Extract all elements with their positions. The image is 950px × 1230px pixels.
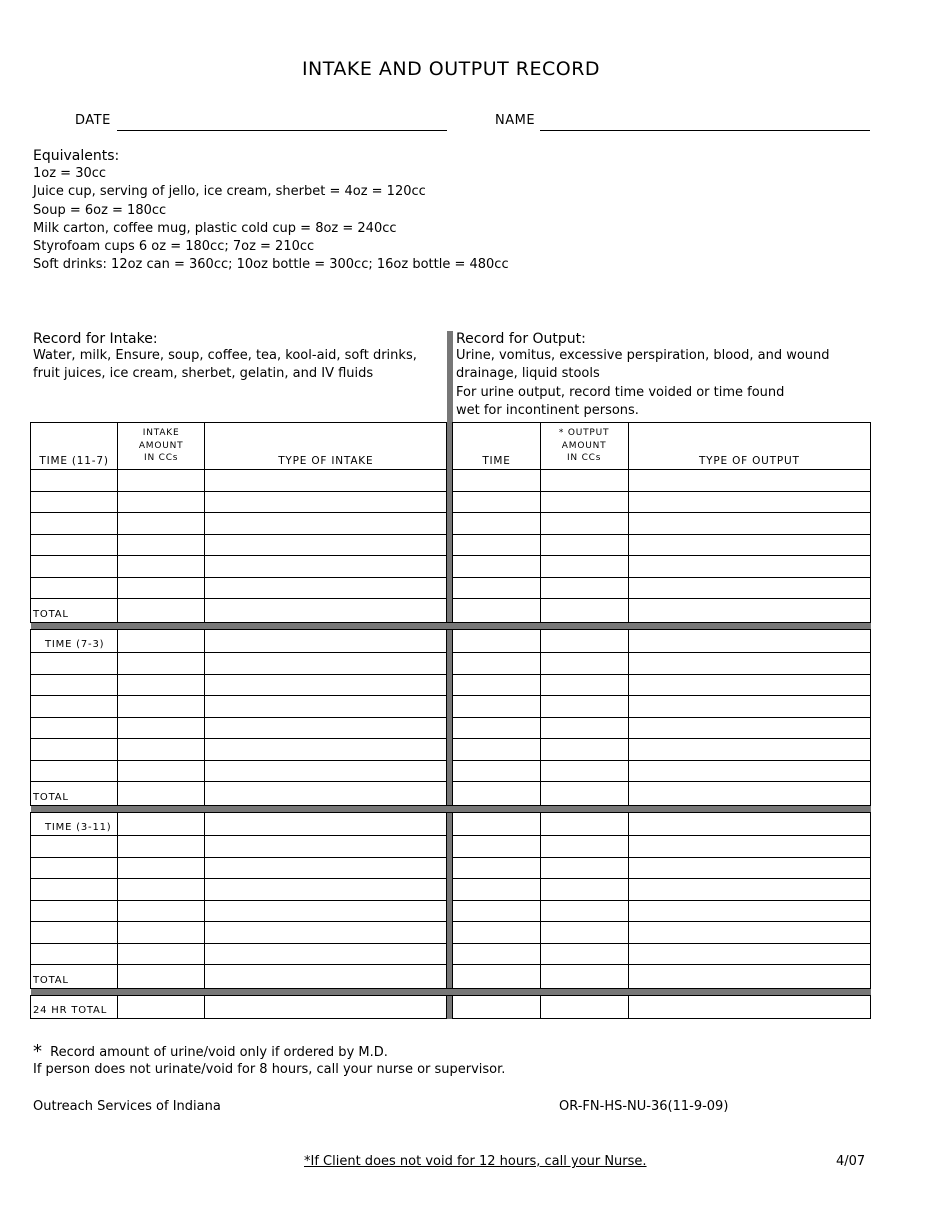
table-cell[interactable]	[205, 995, 447, 1019]
intake-info	[33, 331, 443, 384]
table-cell[interactable]	[118, 900, 205, 922]
table-cell[interactable]	[205, 760, 447, 782]
header-type-of-intake: TYPE OF INTAKE	[205, 423, 447, 470]
table-cell[interactable]	[118, 674, 205, 696]
table-cell[interactable]	[31, 857, 118, 879]
name-field[interactable]	[540, 116, 870, 131]
table-cell[interactable]	[205, 900, 447, 922]
table-cell[interactable]	[453, 556, 540, 578]
table-cell[interactable]	[453, 599, 540, 623]
table-cell[interactable]	[118, 943, 205, 965]
table-cell[interactable]	[118, 995, 205, 1019]
table-row	[31, 513, 871, 535]
table-cell[interactable]	[628, 674, 870, 696]
row-label: TIME (7-3)	[31, 629, 118, 653]
table-cell[interactable]	[118, 857, 205, 879]
table-cell[interactable]	[628, 943, 870, 965]
intake-text: Water, milk, Ensure, soup, coffee, tea, kool-aid, soft drinks,	[33, 348, 417, 363]
table-row	[31, 534, 871, 556]
table-cell[interactable]	[628, 782, 870, 806]
header-time: TIME (11-7)	[31, 423, 118, 470]
intake-text: fruit juices, ice cream, sherbet, gelatin, and IV fluids	[33, 366, 374, 382]
table-cell[interactable]	[540, 739, 628, 761]
table-cell[interactable]	[205, 653, 447, 675]
client-void-note: *If Client does not void for 12 hours, call your Nurse.	[304, 1154, 647, 1169]
table-cell[interactable]	[540, 653, 628, 675]
table-cell[interactable]	[628, 812, 870, 836]
table-cell[interactable]	[31, 836, 118, 858]
table-cell[interactable]	[118, 513, 205, 535]
table-cell[interactable]	[205, 577, 447, 599]
table-cell[interactable]	[453, 857, 540, 879]
table-cell[interactable]	[118, 879, 205, 901]
table-cell[interactable]	[453, 674, 540, 696]
note-line: Record amount of urine/void only if ordered by M.D.	[50, 1045, 388, 1060]
equivalent-line: 1oz = 30cc	[33, 166, 107, 181]
section-start-row	[31, 812, 871, 836]
table-row	[31, 857, 871, 879]
table-cell[interactable]	[205, 943, 447, 965]
table-cell[interactable]	[205, 556, 447, 578]
date-field[interactable]	[117, 116, 447, 131]
table-row	[31, 577, 871, 599]
table-cell[interactable]	[31, 922, 118, 944]
row-label: TOTAL	[31, 599, 118, 623]
table-cell[interactable]	[205, 534, 447, 556]
table-cell[interactable]	[31, 556, 118, 578]
table-cell[interactable]	[540, 836, 628, 858]
table-cell[interactable]	[628, 717, 870, 739]
table-cell[interactable]	[205, 812, 447, 836]
table-cell[interactable]	[31, 717, 118, 739]
table-cell[interactable]	[205, 696, 447, 718]
section-separator	[31, 805, 871, 812]
table-cell[interactable]	[118, 760, 205, 782]
table-cell[interactable]	[540, 577, 628, 599]
table-cell[interactable]	[118, 556, 205, 578]
table-cell[interactable]	[453, 739, 540, 761]
table-cell[interactable]	[31, 491, 118, 513]
table-cell[interactable]	[31, 900, 118, 922]
table-cell[interactable]	[453, 922, 540, 944]
total-24hr-row	[31, 995, 871, 1019]
table-cell[interactable]	[205, 491, 447, 513]
intake-output-table	[30, 422, 871, 1019]
table-cell[interactable]	[628, 556, 870, 578]
table-cell[interactable]	[628, 995, 870, 1019]
page-title: INTAKE AND OUTPUT RECORD	[301, 58, 601, 80]
table-cell[interactable]	[118, 739, 205, 761]
output-text: wet for incontinent persons.	[456, 402, 639, 418]
table-cell[interactable]	[453, 812, 540, 836]
row-label: 24 HR TOTAL	[31, 995, 118, 1019]
table-cell[interactable]	[628, 696, 870, 718]
table-cell[interactable]	[205, 674, 447, 696]
table-cell[interactable]	[205, 857, 447, 879]
table-cell[interactable]	[628, 739, 870, 761]
equivalents-block	[33, 148, 509, 275]
table-cell[interactable]	[118, 470, 205, 492]
table-cell[interactable]	[205, 739, 447, 761]
table-cell[interactable]	[628, 470, 870, 492]
table-cell[interactable]	[628, 534, 870, 556]
table-cell[interactable]	[118, 629, 205, 653]
table-cell[interactable]	[628, 577, 870, 599]
table-cell[interactable]	[118, 534, 205, 556]
table-cell[interactable]	[453, 760, 540, 782]
table-cell[interactable]	[540, 965, 628, 989]
column-divider	[447, 331, 453, 423]
equivalent-line: Soup = 6oz = 180cc	[33, 202, 167, 218]
output-text: drainage, liquid stools	[456, 366, 600, 382]
table-row	[31, 879, 871, 901]
table-cell[interactable]	[31, 653, 118, 675]
table-row	[31, 674, 871, 696]
table-cell[interactable]	[205, 513, 447, 535]
table-cell[interactable]	[118, 812, 205, 836]
table-cell[interactable]	[628, 491, 870, 513]
total-row	[31, 965, 871, 989]
table-cell[interactable]	[31, 470, 118, 492]
table-cell[interactable]	[453, 900, 540, 922]
table-cell[interactable]	[118, 653, 205, 675]
name-label: NAME	[495, 113, 536, 128]
table-cell[interactable]	[118, 782, 205, 806]
table-cell[interactable]	[205, 629, 447, 653]
table-cell[interactable]	[540, 943, 628, 965]
table-row	[31, 696, 871, 718]
total-row	[31, 599, 871, 623]
table-cell[interactable]	[453, 965, 540, 989]
table-cell[interactable]	[453, 836, 540, 858]
table-cell[interactable]	[540, 879, 628, 901]
table-cell[interactable]	[453, 879, 540, 901]
section-separator	[31, 988, 871, 995]
table-cell[interactable]	[205, 965, 447, 989]
note-line: If person does not urinate/void for 8 hours, call your nurse or supervisor.	[33, 1062, 506, 1077]
table-cell[interactable]	[540, 470, 628, 492]
table-cell[interactable]	[540, 782, 628, 806]
asterisk: *	[33, 1041, 42, 1062]
table-cell[interactable]	[205, 836, 447, 858]
table-cell[interactable]	[453, 513, 540, 535]
intake-heading: Record for Intake:	[33, 331, 158, 347]
table-cell[interactable]	[453, 782, 540, 806]
table-cell[interactable]	[540, 857, 628, 879]
table-cell[interactable]	[31, 696, 118, 718]
table-cell[interactable]	[118, 599, 205, 623]
table-cell[interactable]	[31, 534, 118, 556]
table-row	[31, 491, 871, 513]
table-cell[interactable]	[453, 491, 540, 513]
table-row	[31, 717, 871, 739]
table-cell[interactable]	[31, 760, 118, 782]
table-cell[interactable]	[628, 653, 870, 675]
table-cell[interactable]	[540, 599, 628, 623]
table-cell[interactable]	[453, 577, 540, 599]
table-cell[interactable]	[540, 900, 628, 922]
date-label: DATE	[75, 113, 111, 128]
table-row	[31, 556, 871, 578]
table-row	[31, 653, 871, 675]
equivalent-line: Styrofoam cups 6 oz = 180cc; 7oz = 210cc	[33, 239, 315, 255]
table-cell[interactable]	[205, 782, 447, 806]
table-row	[31, 922, 871, 944]
organization-name: Outreach Services of Indiana	[33, 1099, 221, 1114]
table-cell[interactable]	[628, 900, 870, 922]
header-output-amount: * OUTPUT AMOUNT IN CCs	[540, 423, 628, 470]
table-cell[interactable]	[118, 836, 205, 858]
output-text: For urine output, record time voided or time found	[456, 384, 785, 400]
equivalent-line: Soft drinks: 12oz can = 360cc; 10oz bottle = 300cc; 16oz bottle = 480cc	[33, 257, 509, 273]
form-code: OR-FN-HS-NU-36(11-9-09)	[559, 1099, 729, 1114]
table-cell[interactable]	[453, 470, 540, 492]
table-cell[interactable]	[31, 739, 118, 761]
table-cell[interactable]	[628, 922, 870, 944]
table-cell[interactable]	[628, 629, 870, 653]
table-cell[interactable]	[540, 556, 628, 578]
table-row	[31, 760, 871, 782]
table-cell[interactable]	[205, 717, 447, 739]
table-cell[interactable]	[205, 922, 447, 944]
table-cell[interactable]	[540, 717, 628, 739]
table-cell[interactable]	[118, 696, 205, 718]
table-cell[interactable]	[540, 491, 628, 513]
table-row	[31, 900, 871, 922]
table-cell[interactable]	[453, 943, 540, 965]
table-cell[interactable]	[118, 491, 205, 513]
table-cell[interactable]	[540, 922, 628, 944]
table-cell[interactable]	[540, 513, 628, 535]
row-label: TOTAL	[31, 965, 118, 989]
table-cell[interactable]	[628, 760, 870, 782]
table-cell[interactable]	[118, 717, 205, 739]
table-cell[interactable]	[118, 922, 205, 944]
table-cell[interactable]	[540, 812, 628, 836]
output-text: Urine, vomitus, excessive perspiration, blood, and wound	[456, 348, 830, 363]
table-cell[interactable]	[628, 836, 870, 858]
equivalents-heading: Equivalents:	[33, 148, 120, 164]
row-label: TOTAL	[31, 782, 118, 806]
table-cell[interactable]	[205, 470, 447, 492]
table-cell[interactable]	[540, 534, 628, 556]
row-label: TIME (3-11)	[31, 812, 118, 836]
table-cell[interactable]	[628, 879, 870, 901]
table-cell[interactable]	[118, 965, 205, 989]
equivalent-line: Juice cup, serving of jello, ice cream, sherbet = 4oz = 120cc	[33, 184, 426, 200]
table-cell[interactable]	[31, 674, 118, 696]
header-output-time: TIME	[453, 423, 540, 470]
header-type-of-output: TYPE OF OUTPUT	[628, 423, 870, 470]
table-cell[interactable]	[540, 629, 628, 653]
table-cell[interactable]	[540, 674, 628, 696]
table-cell[interactable]	[540, 995, 628, 1019]
table-cell[interactable]	[453, 717, 540, 739]
header-intake-amount: INTAKE AMOUNT IN CCs	[118, 423, 205, 470]
table-row	[31, 943, 871, 965]
table-cell[interactable]	[205, 599, 447, 623]
section-separator	[31, 622, 871, 629]
table-cell[interactable]	[453, 653, 540, 675]
table-cell[interactable]	[540, 696, 628, 718]
output-heading: Record for Output:	[456, 331, 586, 347]
table-cell[interactable]	[31, 943, 118, 965]
table-row	[31, 739, 871, 761]
table-cell[interactable]	[453, 534, 540, 556]
table-cell[interactable]	[453, 629, 540, 653]
table-cell[interactable]	[453, 995, 540, 1019]
table-cell[interactable]	[628, 965, 870, 989]
table-cell[interactable]	[205, 879, 447, 901]
table-cell[interactable]	[118, 577, 205, 599]
table-cell[interactable]	[453, 696, 540, 718]
table-cell[interactable]	[628, 513, 870, 535]
revision-date: 4/07	[836, 1154, 866, 1169]
equivalent-line: Milk carton, coffee mug, plastic cold cup = 8oz = 240cc	[33, 220, 397, 236]
notes	[33, 1040, 505, 1077]
table-cell[interactable]	[31, 879, 118, 901]
table-row	[31, 836, 871, 858]
output-info	[456, 331, 866, 420]
table-cell[interactable]	[628, 599, 870, 623]
table-cell[interactable]	[31, 513, 118, 535]
total-row	[31, 782, 871, 806]
table-cell[interactable]	[31, 577, 118, 599]
table-row	[31, 470, 871, 492]
table-header	[31, 423, 871, 470]
table-cell[interactable]	[628, 857, 870, 879]
section-start-row	[31, 629, 871, 653]
table-cell[interactable]	[540, 760, 628, 782]
